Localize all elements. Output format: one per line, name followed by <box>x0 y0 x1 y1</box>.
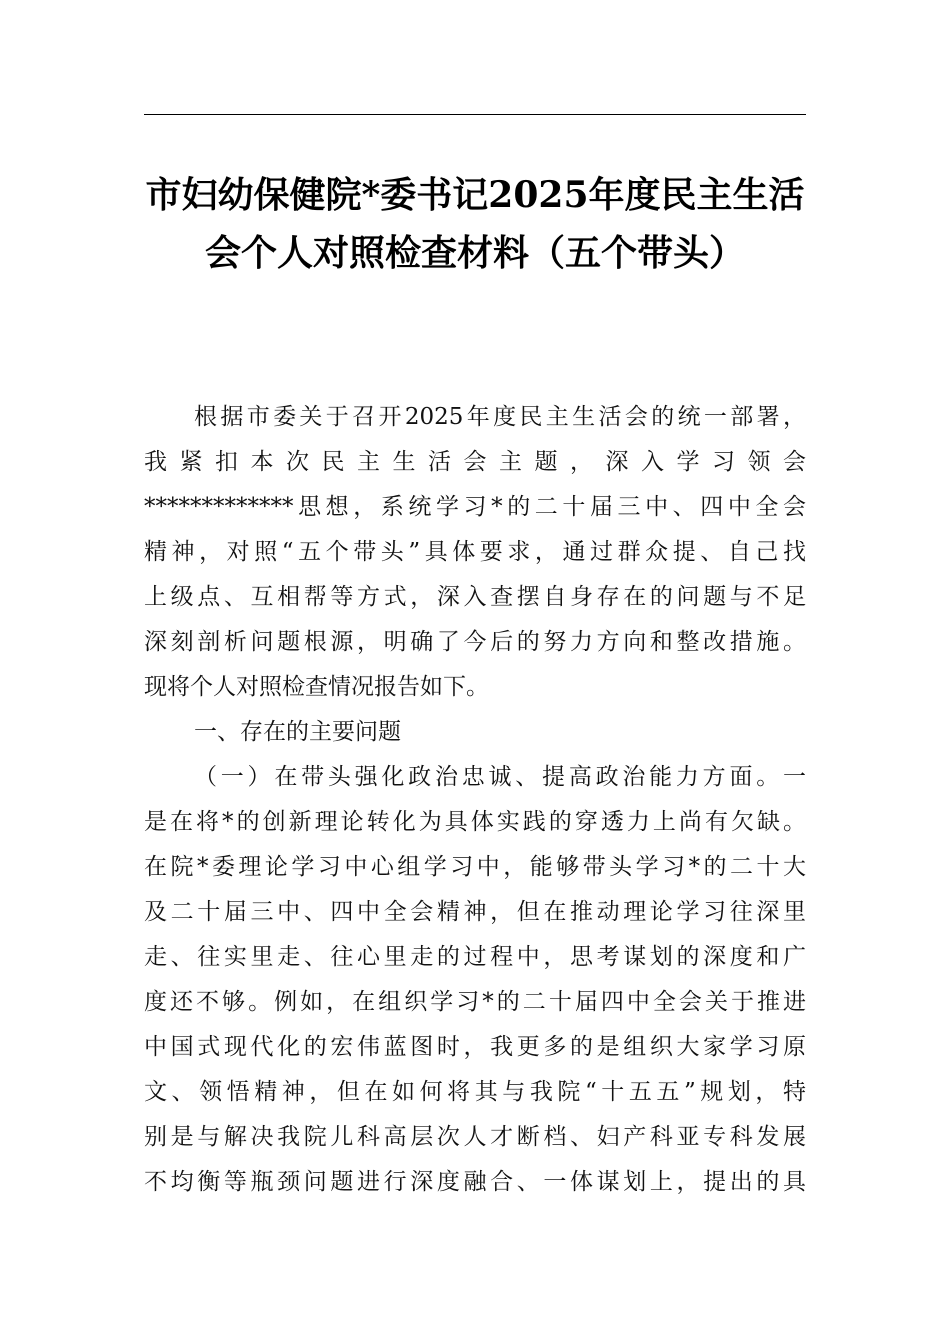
text-line: 不均衡等瓶颈问题进行深度融合、一体谋划上，提出的具 <box>144 1169 806 1195</box>
text-line: （一）在带头强化政治忠诚、提高政治能力方面。一 <box>194 764 806 790</box>
text-line: 精神，对照“五个带头”具体要求，通过群众提、自己找 <box>144 539 806 565</box>
text-line: 现将个人对照检查情况报告如下。 <box>144 674 489 700</box>
text-line: 文、领悟精神，但在如何将其与我院“十五五”规划，特 <box>144 1079 806 1105</box>
text-line: *************思想，系统学习*的二十届三中、四中全会 <box>144 494 806 520</box>
text-line: 我紧扣本次民主生活会主题，深入学习领会 <box>144 449 806 475</box>
text-line: 及二十届三中、四中全会精神，但在推动理论学习往深里 <box>144 899 806 925</box>
text-line: 是在将*的创新理论转化为具体实践的穿透力上尚有欠缺。 <box>144 809 806 835</box>
text-line: 在院*委理论学习中心组学习中，能够带头学习*的二十大 <box>144 854 806 880</box>
text-line: 深刻剖析问题根源，明确了今后的努力方向和整改措施。 <box>144 629 806 655</box>
text-line: 根据市委关于召开2025年度民主生活会的统一部署， <box>194 404 806 430</box>
document-title <box>144 166 806 282</box>
section-heading: 一、存在的主要问题 <box>194 719 401 745</box>
text-line: 度还不够。例如，在组织学习*的二十届四中全会关于推进 <box>144 989 806 1015</box>
title-line-1: 市妇幼保健院*委书记2025年度民主生活 <box>145 174 805 216</box>
text-line: 上级点、互相帮等方式，深入查摆自身存在的问题与不足 <box>144 584 806 610</box>
title-line-2: 会个人对照检查材料（五个带头） <box>204 232 745 274</box>
text-line: 别是与解决我院儿科高层次人才断档、妇产科亚专科发展 <box>144 1124 806 1150</box>
text-line: 中国式现代化的宏伟蓝图时，我更多的是组织大家学习原 <box>144 1034 806 1060</box>
top-rule <box>144 114 806 115</box>
text-line: 走、往实里走、往心里走的过程中，思考谋划的深度和广 <box>144 944 806 970</box>
